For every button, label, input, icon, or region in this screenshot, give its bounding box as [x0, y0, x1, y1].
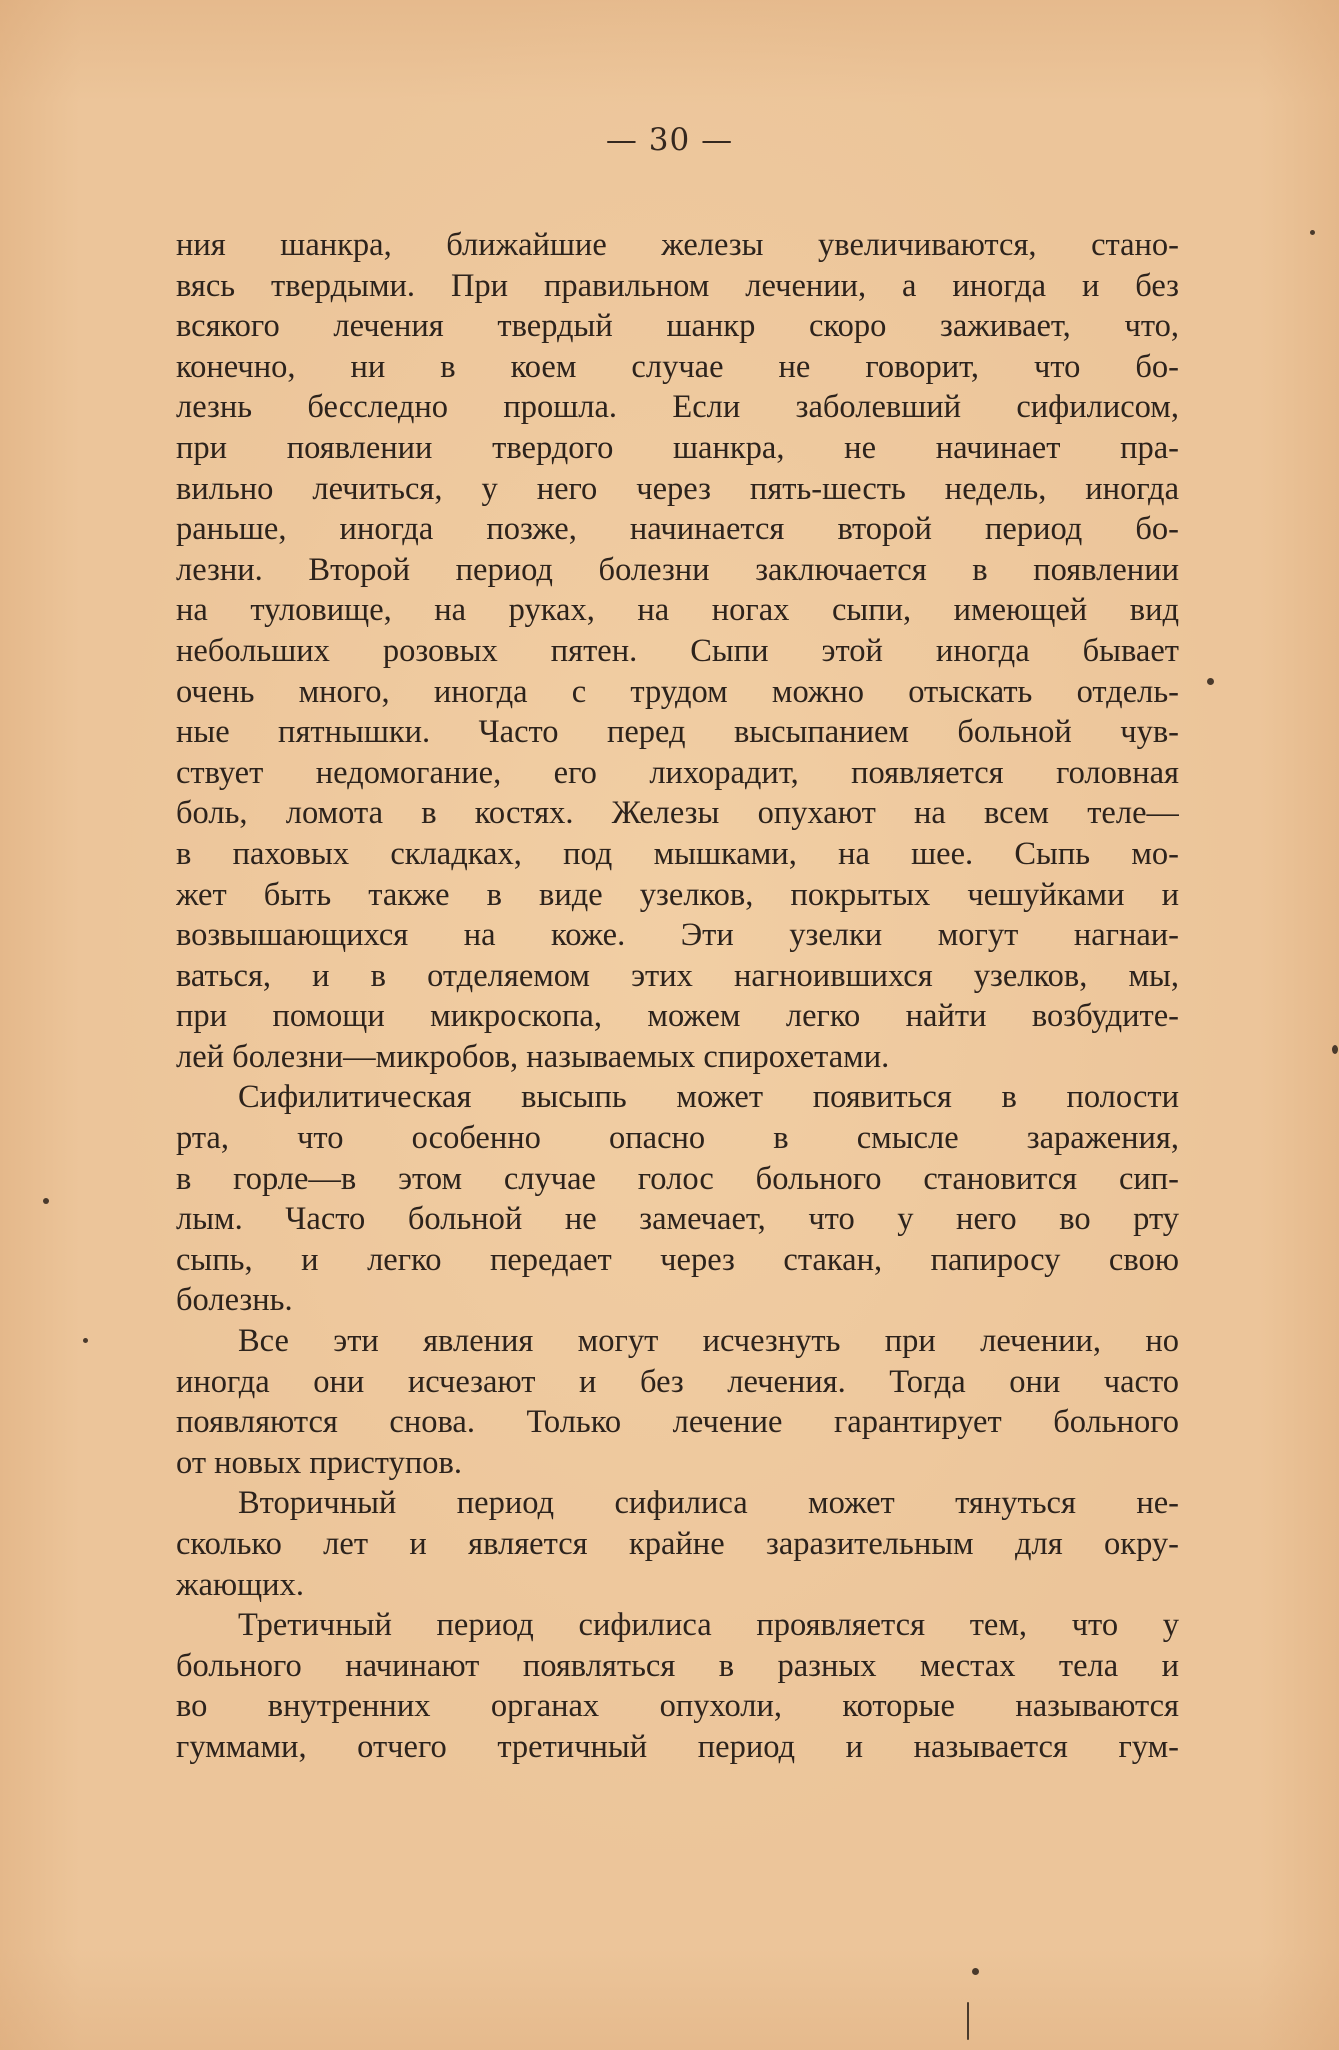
paper-speck	[43, 1198, 49, 1204]
text-line: лезни. Второй период болезни заключается в появлении	[176, 551, 1179, 588]
text-line: Вторичный период сифилиса может тянуться не-	[238, 1485, 1179, 1522]
text-line: жающих.	[176, 1566, 304, 1603]
paragraph	[176, 225, 1179, 1077]
text-line: сыпь, и легко передает через стакан, папиросу свою	[176, 1241, 1179, 1278]
paper-speck	[1310, 230, 1315, 235]
text-line: ные пятнышки. Часто перед высыпанием больной чув-	[176, 714, 1179, 751]
text-line: очень много, иногда с трудом можно отыскать отдель-	[176, 673, 1179, 710]
text-line: вильно лечиться, у него через пять-шесть недель, иногда	[176, 470, 1179, 507]
paper-speck	[1332, 1045, 1338, 1054]
text-line: больного начинают появляться в разных местах тела и	[176, 1647, 1179, 1684]
text-line: на туловище, на руках, на ногах сыпи, имеющей вид	[176, 592, 1179, 629]
text-line: в паховых складках, под мышками, на шее. Сыпь мо-	[176, 835, 1179, 872]
text-line: гуммами, отчего третичный период и называется гум-	[176, 1728, 1179, 1765]
page-number: — 30 —	[605, 122, 734, 158]
text-line: в горле—в этом случае голос больного становится сип-	[176, 1160, 1179, 1197]
text-line: Сифилитическая высыпь может появиться в полости	[238, 1079, 1179, 1116]
paper-speck	[972, 1968, 979, 1975]
paper-speck	[967, 2002, 969, 2040]
paragraph	[176, 1483, 1179, 1605]
text-line: ваться, и в отделяемом этих нагноившихся узелков, мы,	[176, 957, 1179, 994]
text-line: болезнь.	[176, 1282, 293, 1319]
text-line: от новых приступов.	[176, 1444, 462, 1481]
text-line: всякого лечения твердый шанкр скоро заживает, что,	[176, 308, 1179, 345]
text-line: боль, ломота в костях. Железы опухают на всем теле—	[176, 795, 1179, 832]
text-line: рта, что особенно опасно в смысле заражения,	[176, 1120, 1179, 1157]
body-text	[176, 225, 1179, 1768]
text-line: лезнь бесследно прошла. Если заболевший сифилисом,	[176, 389, 1179, 426]
paper-speck	[1207, 678, 1214, 685]
text-line: при помощи микроскопа, можем легко найти возбудите-	[176, 998, 1179, 1035]
text-line: сколько лет и является крайне заразительным для окру-	[176, 1526, 1179, 1562]
paper-speck	[83, 1338, 88, 1343]
text-line: ствует недомогание, его лихорадит, появляется головная	[176, 754, 1179, 791]
text-line: ния шанкра, ближайшие железы увеличиваются, стано-	[176, 227, 1179, 263]
text-line: небольших розовых пятен. Сыпи этой иногда бывает	[176, 632, 1179, 669]
text-line: во внутренних органах опухоли, которые называются	[176, 1688, 1179, 1725]
text-line: иногда они исчезают и без лечения. Тогда они часто	[176, 1363, 1179, 1400]
text-line: раньше, иногда позже, начинается второй период бо-	[176, 511, 1179, 548]
text-line: Третичный период сифилиса проявляется тем, что у	[238, 1607, 1179, 1644]
paragraph	[176, 1605, 1179, 1767]
text-line: появляются снова. Только лечение гарантирует больного	[176, 1404, 1179, 1441]
text-line: конечно, ни в коем случае не говорит, что бо-	[176, 348, 1179, 385]
paragraph	[176, 1077, 1179, 1321]
text-line: вясь твердыми. При правильном лечении, а иногда и без	[176, 267, 1179, 304]
text-line: при появлении твердого шанкра, не начинает пра-	[176, 429, 1179, 466]
paragraph	[176, 1321, 1179, 1483]
text-line: лым. Часто больной не замечает, что у него во рту	[176, 1201, 1179, 1238]
text-line: лей болезни—микробов, называемых спирохетами.	[176, 1038, 890, 1075]
text-line: жет быть также в виде узелков, покрытых чешуйками и	[176, 876, 1179, 913]
text-line: Все эти явления могут исчезнуть при лечении, но	[238, 1323, 1179, 1360]
text-line: возвышающихся на коже. Эти узелки могут нагнаи-	[176, 917, 1179, 954]
